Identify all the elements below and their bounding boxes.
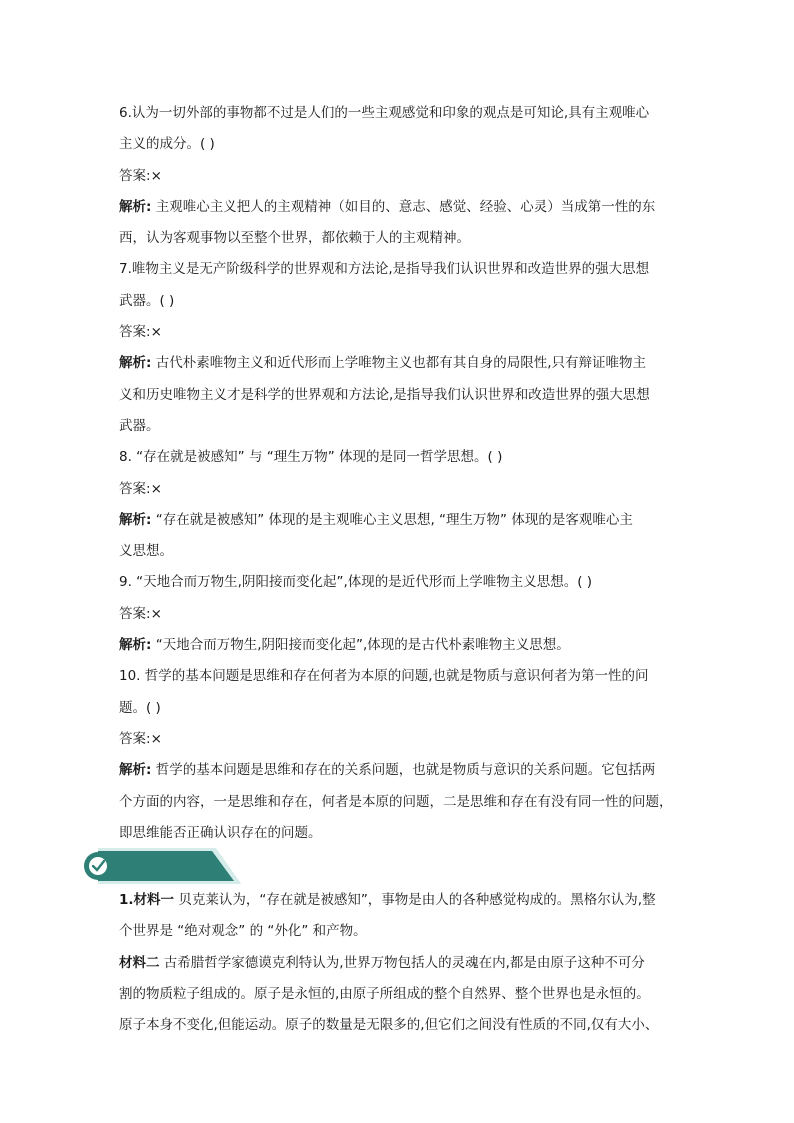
answer-value: ×: [150, 167, 162, 184]
question-text-line: [119, 693, 679, 724]
question-text: 武器。( ): [119, 292, 175, 309]
question-text-line: [119, 129, 679, 160]
material-one: [119, 885, 679, 948]
analysis-line: [119, 787, 679, 818]
analysis-text: 哲学的基本问题是思维和存在的关系问题，也就是物质与意识的关系问题。它包括两: [151, 762, 656, 779]
material-line: [119, 948, 679, 979]
question-text: 题。( ): [119, 699, 161, 716]
answer-line: [119, 317, 679, 348]
question-item: [119, 567, 679, 661]
question-item: [119, 661, 679, 849]
question-text-line: [119, 661, 679, 692]
question-text: 8. “存在就是被感知” 与 “理生万物” 体现的是同一哲学思想。( ): [119, 449, 503, 466]
material-line: [119, 1010, 679, 1041]
question-text-line: [119, 254, 679, 285]
analysis-label: 解析:: [119, 198, 152, 215]
analysis-line: [119, 818, 679, 849]
question-text: 9. “天地合而万物生,阴阳接而变化起”,体现的是近代形而上学唯物主义思想。( ): [119, 574, 593, 591]
answer-label: 答案:: [119, 730, 151, 747]
question-item: [119, 254, 679, 442]
analysis-line: [119, 505, 679, 536]
question-item: [119, 98, 679, 254]
answer-label: 答案:: [119, 167, 151, 184]
analysis-line: [119, 223, 679, 254]
analysis-label: 解析:: [119, 511, 152, 528]
material-text: 个世界是 “绝对观念” 的 “外化” 和产物。: [119, 923, 367, 940]
analysis-text: 个方面的内容，一是思维和存在，何者是本原的问题，二是思维和存在有没有同一性的问题，: [119, 793, 673, 810]
material-line: [119, 979, 679, 1010]
answer-value: ×: [150, 605, 162, 622]
analysis-line: [119, 630, 679, 661]
material-label: 材料一: [133, 892, 175, 909]
question-text-line: [119, 567, 679, 598]
question-text: 主义的成分。( ): [119, 136, 215, 153]
question-text: 6.认为一切外部的事物都不过是人们的一些主观感觉和印象的观点是可知论,具有主观唯心: [119, 105, 650, 121]
analysis-line: [119, 348, 679, 379]
section-banner: [84, 848, 254, 884]
answer-label: 答案:: [119, 480, 151, 497]
answer-line: [119, 599, 679, 630]
question-item: [119, 442, 679, 567]
material-line: [119, 885, 679, 916]
analysis-text: “天地合而万物生,阴阳接而变化起”,体现的是古代朴素唯物主义思想。: [151, 637, 570, 654]
material-text: 古希腊哲学家德谟克利特认为,世界万物包括人的灵魂在内,都是由原子这种不可分: [159, 954, 645, 971]
question-text-line: [119, 286, 679, 317]
analysis-line: [119, 192, 679, 223]
analysis-text: 义和历史唯物主义才是科学的世界观和方法论,是指导我们认识世界和改造世界的强大思想: [119, 386, 650, 403]
answer-value: ×: [150, 480, 162, 497]
material-text: 割的物质粒子组成的。原子是永恒的,由原子所组成的整个自然界、整个世界也是永恒的。: [119, 986, 650, 1003]
analysis-text: 主观唯心主义把人的主观精神（如目的、意志、感觉、经验、心灵）当成第一性的东: [151, 198, 656, 215]
answer-label: 答案:: [119, 605, 151, 622]
content: [119, 98, 679, 1042]
material-text: 原子本身不变化,但能运动。原子的数量是无限多的,但它们之间没有性质的不同,仅有大小、: [119, 1017, 659, 1034]
analysis-label: 解析:: [119, 637, 152, 654]
question-text-line: [119, 442, 679, 473]
analysis-text: 武器。: [119, 417, 160, 434]
answer-label: 答案:: [119, 324, 151, 341]
material-two: [119, 948, 679, 1042]
analysis-line: [119, 755, 679, 786]
question-text-line: [119, 98, 679, 129]
banner-dark-shape: [98, 851, 234, 881]
answer-line: [119, 161, 679, 192]
answer-value: ×: [150, 324, 162, 341]
analysis-line: [119, 411, 679, 442]
material-label: 材料二: [119, 954, 160, 971]
question-text: 10. 哲学的基本问题是思维和存在何者为本原的问题,也就是物质与意识何者为第一性的问: [119, 668, 649, 685]
analysis-text: 义思想。: [119, 543, 173, 560]
material-number: 1.: [119, 892, 134, 909]
analysis-text: 即思维能否正确认识存在的问题。: [119, 824, 322, 841]
analysis-label: 解析:: [119, 355, 152, 372]
analysis-label: 解析:: [119, 762, 152, 779]
analysis-line: [119, 536, 679, 567]
material-line: [119, 916, 679, 947]
analysis-line: [119, 380, 679, 411]
analysis-text: 古代朴素唯物主义和近代形而上学唯物主义也都有其自身的局限性,只有辩证唯物主: [151, 355, 646, 372]
analysis-text: “存在就是被感知” 体现的是主观唯心主义思想, “理生万物” 体现的是客观唯心主: [151, 511, 633, 528]
analysis-text: 西，认为客观事物以至整个世界，都依赖于人的主观精神。: [119, 230, 470, 247]
material-text: 贝克莱认为，“存在就是被感知”，事物是由人的各种感觉构成的。黑格尔认为,整: [174, 892, 656, 909]
question-text: 7.唯物主义是无产阶级科学的世界观和方法论,是指导我们认识世界和改造世界的强大思想: [119, 261, 650, 278]
banner-circle-inner: [89, 857, 107, 875]
answer-line: [119, 474, 679, 505]
question-list: [119, 98, 679, 849]
answer-value: ×: [150, 730, 162, 747]
answer-line: [119, 724, 679, 755]
